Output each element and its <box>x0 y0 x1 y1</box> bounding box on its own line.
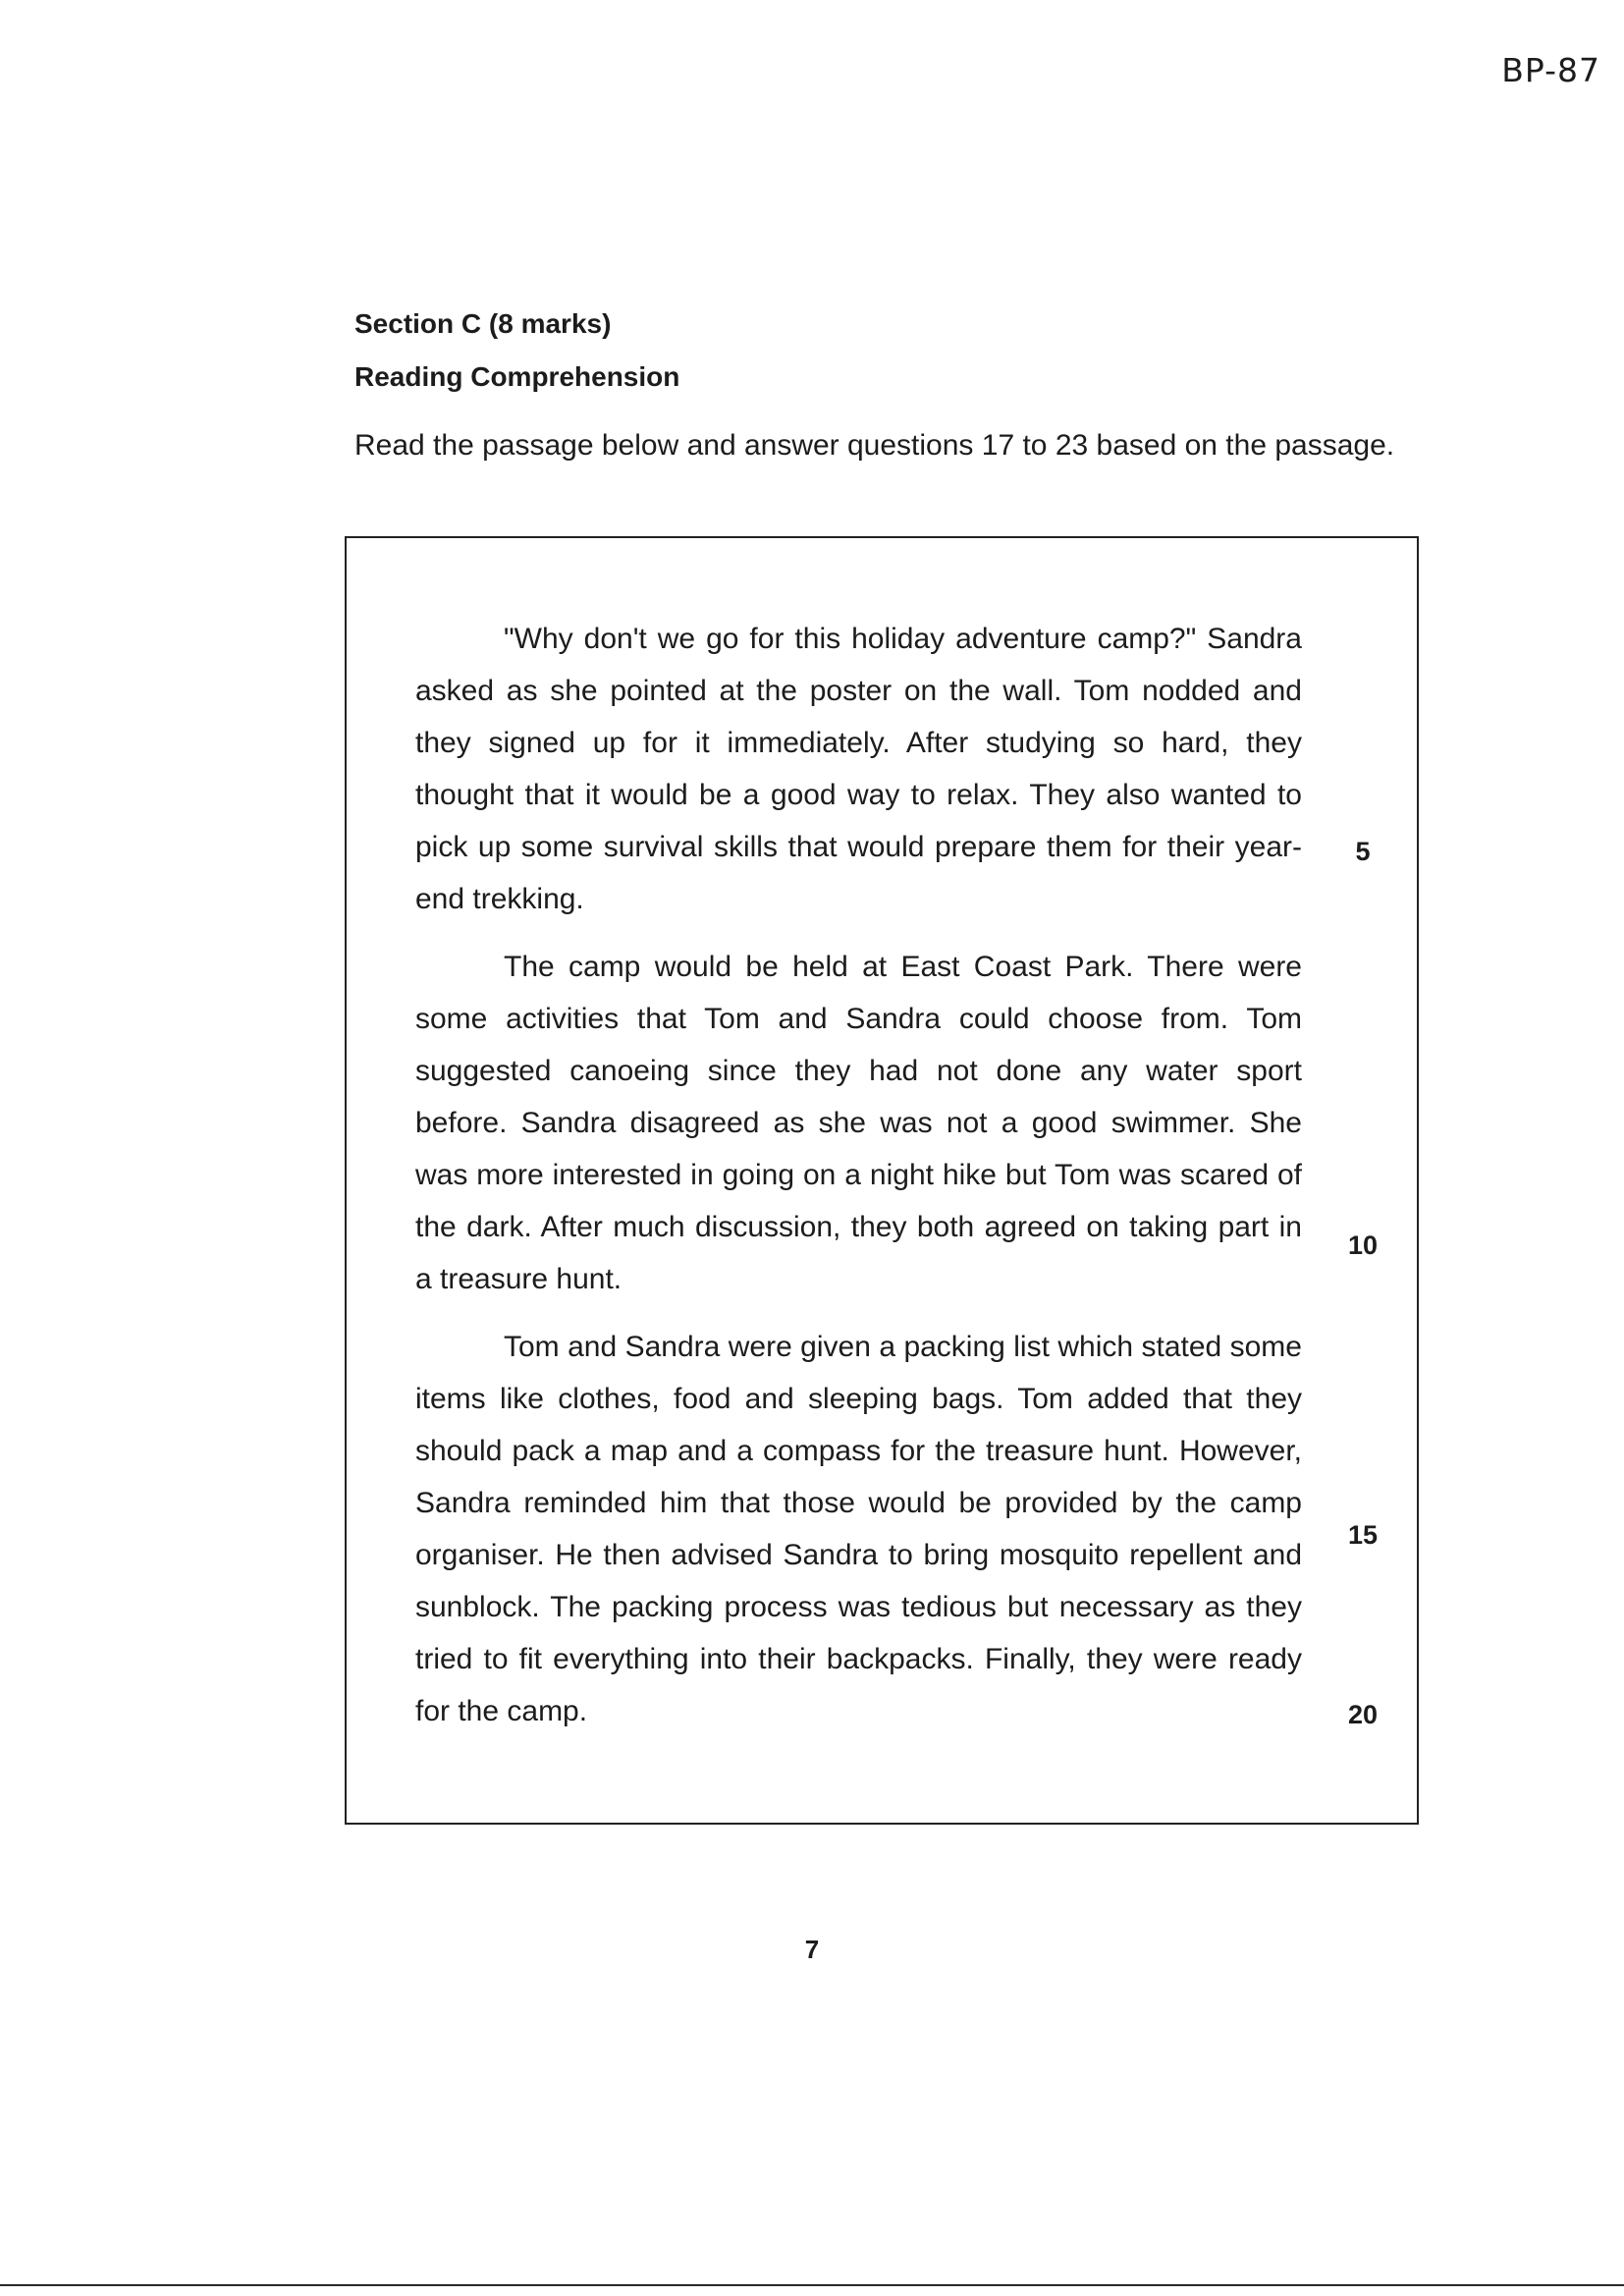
line-number-20: 20 <box>1347 1700 1379 1729</box>
section-title: Section C (8 marks) <box>354 308 612 339</box>
section-subtitle: Reading Comprehension <box>354 361 680 392</box>
line-number-10: 10 <box>1347 1230 1379 1260</box>
page-code: BP-87 <box>1501 51 1600 89</box>
instructions: Read the passage below and answer questions 17 to 23 based on the passage. <box>354 429 1395 462</box>
page-number: 7 <box>804 1935 820 1964</box>
passage-paragraph-2: The camp would be held at East Coast Park. There were some activities that Tom and Sandra could choose from. Tom suggested canoeing since they had not done any water sport before. Sandra disagreed as she was not a good swimmer. She was more interested in going on a night hike but Tom was scared of the dark. After much discussion, they both agreed on taking part in a treasure hunt. <box>415 951 1302 1295</box>
line-number-5: 5 <box>1355 837 1371 866</box>
passage-paragraph-3: Tom and Sandra were given a packing list which stated some items like clothes, food and sleeping bags. Tom added that they should pack a map and a compass for the treasure hunt. However, Sandra reminded him that those would be provided by the camp organiser. He then advised Sandra to bring mosquito repellent and sunblock. The packing process was tedious but necessary as they tried to fit everything into their backpacks. Finally, they were ready for the camp. <box>415 1331 1302 1727</box>
passage-box <box>345 536 1419 1825</box>
passage-text <box>415 613 1302 1737</box>
line-number-15: 15 <box>1347 1520 1379 1550</box>
bottom-rule <box>0 2284 1624 2286</box>
passage-paragraph-1: "Why don't we go for this holiday adventure camp?" Sandra asked as she pointed at the poster on the wall. Tom nodded and they signed up for it immediately. After studying so hard, they thought that it would be a good way to relax. They also wanted to pick up some survival skills that would prepare them for their year-end trekking. <box>415 623 1302 915</box>
